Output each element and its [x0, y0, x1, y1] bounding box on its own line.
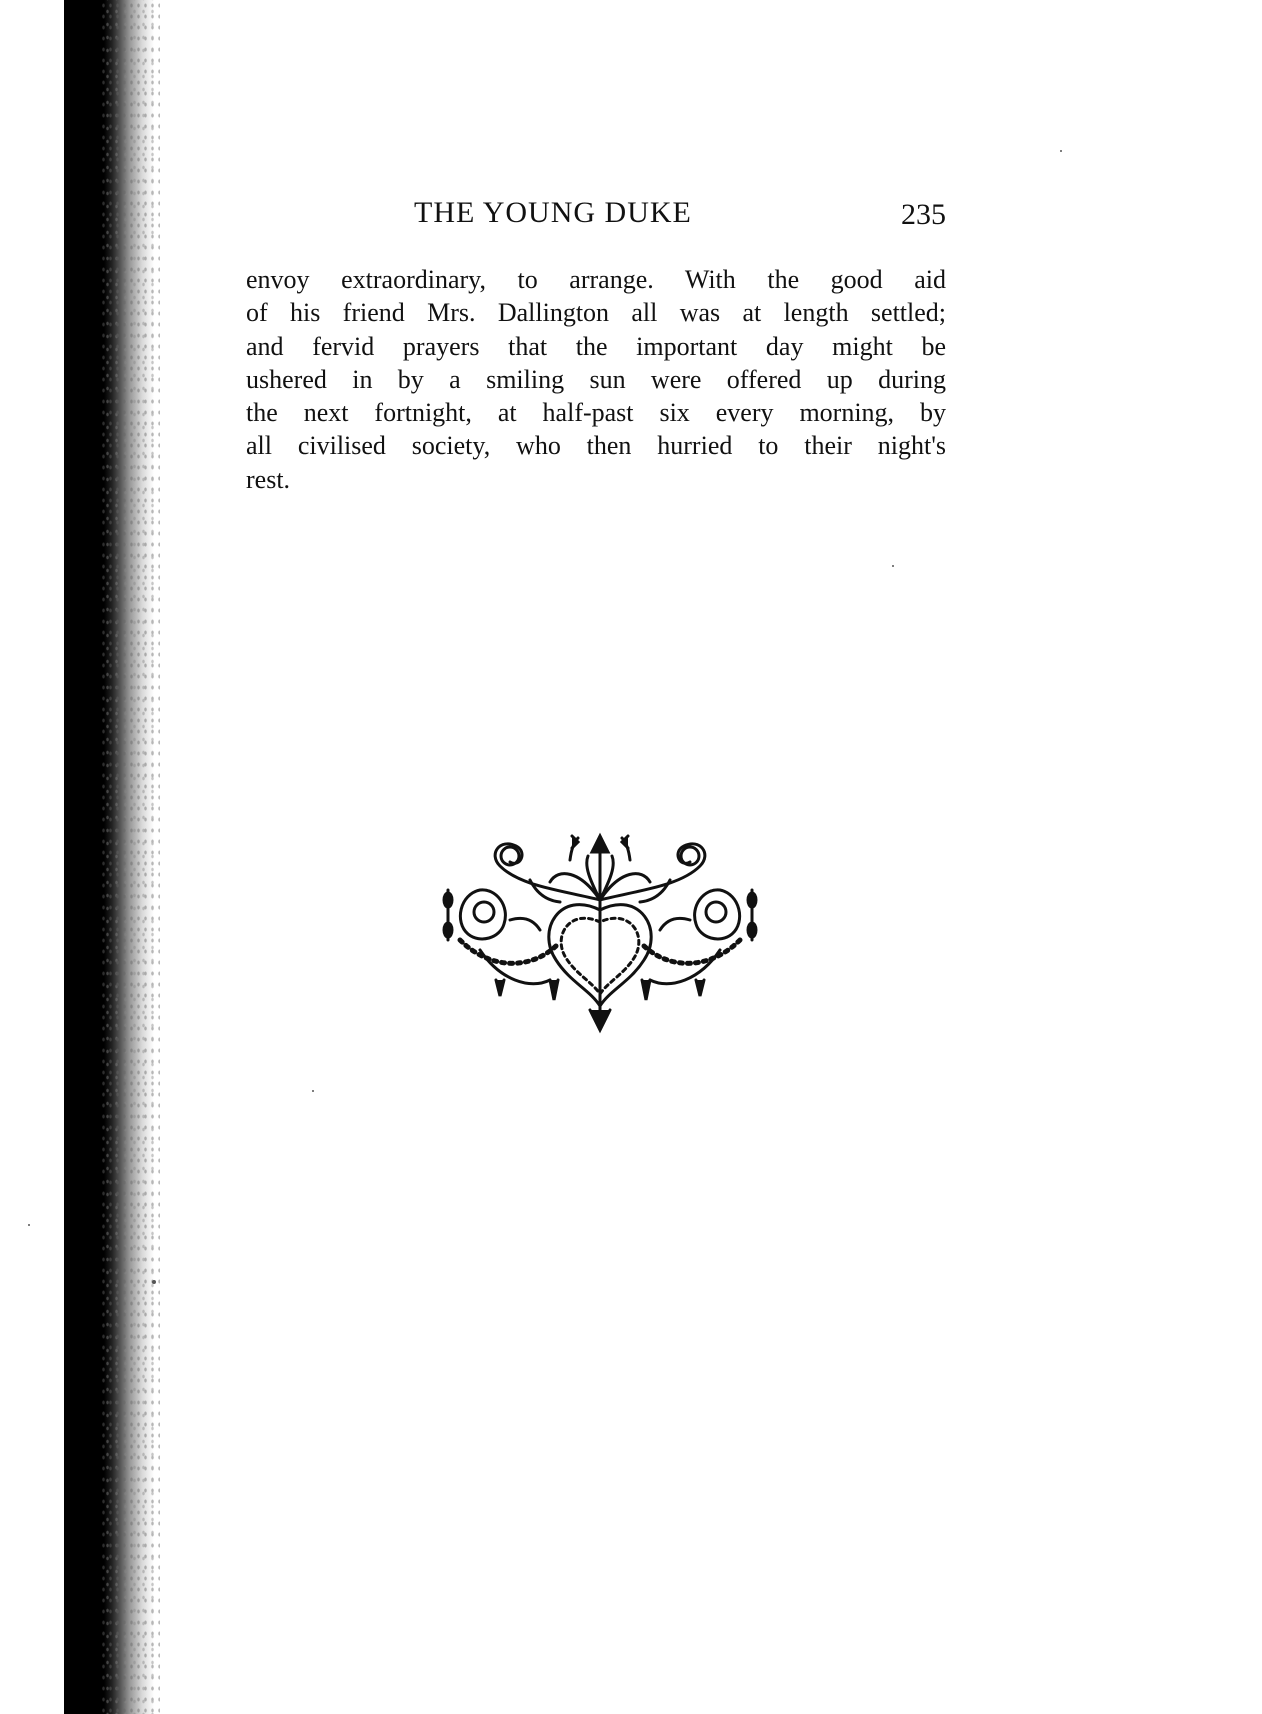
scan-speck: [1060, 150, 1062, 152]
body-line: ushered in by a smiling sun were offered up during: [246, 364, 946, 394]
tailpiece-ornament-icon: [440, 830, 760, 1040]
body-line: and fervid prayers that the important day might be: [246, 331, 946, 361]
scan-speck: [152, 1280, 156, 1284]
page-number: 235: [901, 198, 946, 231]
body-line: envoy extraordinary, to arrange. With the good aid: [246, 265, 946, 294]
scan-speck: [28, 1224, 30, 1226]
body-line: all civilised society, who then hurried to their night's: [246, 431, 946, 461]
body-line: the next fortnight, at half-past six every morning, by: [246, 398, 946, 428]
scan-speck: [312, 1090, 314, 1092]
binding-edge-texture: [100, 0, 160, 1714]
body-line: rest.: [246, 464, 291, 494]
running-head: [246, 196, 946, 240]
body-paragraph: [246, 263, 946, 496]
scan-speck: [892, 565, 894, 567]
running-head-title: THE YOUNG DUKE: [414, 196, 692, 229]
body-line: of his friend Mrs. Dallington all was at length settled;: [246, 298, 946, 328]
